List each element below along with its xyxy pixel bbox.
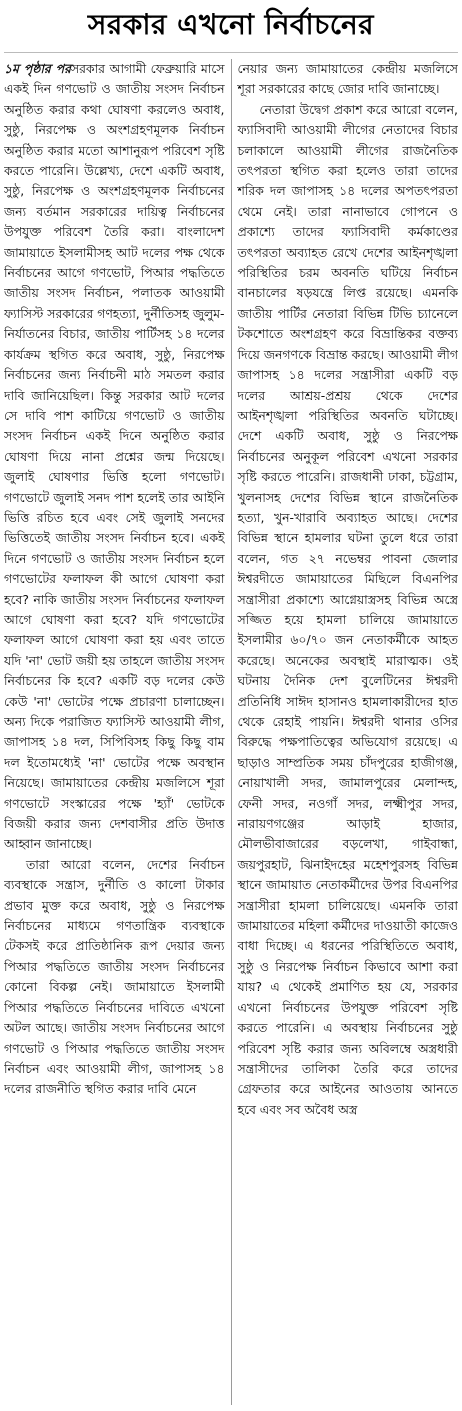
column-right (237, 59, 458, 1405)
headline: সরকার এখনো নির্বাচনের (4, 0, 458, 53)
column-left (4, 59, 225, 1405)
paragraph: নেয়ার জন্য জামায়াতের কেন্দ্রীয় মজলিসে শূরা সরকারের কাছে জোর দাবি জানাচ্ছে। (237, 61, 458, 97)
paragraph (4, 59, 225, 855)
paragraph-text: সরকার আগামী ফেব্রুয়ারি মাসে একই দিন গণভোট ও জাতীয় সংসদ নির্বাচন অনুষ্ঠিত করার কথা ঘোষণা করলেও অবাধ, সুষ্ঠু, নিরপেক্ষ ও অংশগ্রহণমূলক নির্বাচন অনুষ্ঠিত করার মতো আশানুরূপ পরিবেশ সৃষ্টি করতে পারেনি। উল্লেখ্য, দেশে একটি অবাধ, সুষ্ঠু, নিরপেক্ষ ও অংশগ্রহণমূলক নির্বাচনের জন্য বর্তমান সরকারের দায়িত্ব নির্বাচনের উপযুক্ত পরিবেশ তৈরি করা। বাংলাদেশ জামায়াতে ইসলামীসহ আট দলের পক্ষ থেকে নির্বাচনের আগে গণভোট, পিআর পদ্ধতিতে জাতীয় সংসদ নির্বাচন, পলাতক আওয়ামী ফ্যাসিস্ট সরকারের গণহত্যা, দুর্নীতিসহ জুলুম-নির্যাতনের বিচার, জাতীয় পার্টিসহ ১৪ দলের কার্যক্রম স্থগিত করে অবাধ, সুষ্ঠু, নিরপেক্ষ নির্বাচনের জন্য নির্বাচনী মাঠ সমতল করার দাবি জানিয়েছিল। কিন্তু সরকার আট দলের সে দাবি পাশ কাটিয়ে গণভোট ও জাতীয় সংসদ নির্বাচন একই দিনে অনুষ্ঠিত করার ঘোষণা দিয়ে নানা প্রশ্নের জন্ম দিয়েছে। জুলাই ঘোষণার ভিত্তি হলো গণভোট। গণভোটে জুলাই সনদ পাশ হলেই তার আইনি ভিত্তি রচিত হবে এবং সেই জুলাই সনদের ভিত্তিতেই জাতীয় সংসদ নির্বাচন হবে। একই দিনে গণভোট ও জাতীয় সংসদ নির্বাচন হলে গণভোটের ফলাফল কী আগে ঘোষণা করা হবে? নাকি জাতীয় সংসদ নির্বাচনের ফলাফল আগে ঘোষণা করা হবে? যদি গণভোটের ফলাফল আগে ঘোষণা করা হয় এবং তাতে যদি 'না' ভোট জয়ী হয় তাহলে জাতীয় সংসদ নির্বাচনের কি হবে? একটি বড় দলের কেউ কেউ 'না' ভোটের পক্ষে প্রচারণা চালাচ্ছেন। অন্য দিকে পরাজিত ফ্যাসিস্ট আওয়ামী লীগ, জাপাসহ ১৪ দল, সিপিবিসহ কিছু কিছু বাম দল ইতোমধ্যেই 'না' ভোটের পক্ষে অবস্থান নিয়েছে। জামায়াতের কেন্দ্রীয় মজলিসে শূরা গণভোটে সংস্কারের পক্ষে 'হ্যাঁ' ভোটকে বিজয়ী করার জন্য দেশবাসীর প্রতি উদাত্ত আহ্বান জানাচ্ছে। (4, 61, 225, 852)
paragraph: তারা আরো বলেন, দেশের নির্বাচন ব্যবস্থাকে সন্ত্রাস, দুর্নীতি ও কালো টাকার প্রভাব মুক্ত করে অবাধ, সুষ্ঠু ও নিরপেক্ষ নির্বাচনের মাধ্যমে গণতান্ত্রিক ব্যবস্থাকে টেকসই করে প্রাতিষ্ঠানিক রূপ দেয়ার জন্য পিআর পদ্ধতিতে জাতীয় সংসদ নির্বাচনের কোনো বিকল্প নেই। জামায়াতে ইসলামী পিআর পদ্ধতিতে নির্বাচনের দাবিতে এখনো অটল আছে। জাতীয় সংসদ নির্বাচনের আগে গণভোট ও পিআর পদ্ধতিতে জাতীয় সংসদ নির্বাচন এবং আওয়ামী লীগ, জাপাসহ ১৪ দলের রাজনীতি স্থগিত করার দাবি মেনে (4, 856, 225, 1097)
paragraph: নেতারা উদ্বেগ প্রকাশ করে আরো বলেন, ফ্যাসিবাদী আওয়ামী লীগের নেতাদের বিচার চলাকালে আওয়ামী লীগের রাজনৈতিক তৎপরতা স্থগিত করা হলেও তারা তাদের শরিক দল জাপাসহ ১৪ দলের অপতৎপরতা থেমে নেই। তারা নানাভাবে গোপনে ও প্রকাশ্যে তাদের ফ্যাসিবাদী কর্মকাণ্ডের তৎপরতা অব্যাহত রেখে দেশের আইনশৃঙ্খলা পরিস্থিতির চরম অবনতি ঘটিয়ে নির্বাচন বানচালের ষড়যন্ত্রে লিপ্ত রয়েছে। এমনকি জাতীয় পার্টির নেতারা বিভিন্ন টিভি চ্যানেলে টকশোতে অংশগ্রহণ করে বিভ্রান্তিকর বক্তব্য দিয়ে জনগণকে বিভ্রান্ত করছে। আওয়ামী লীগ জাপাসহ ১৪ দলের সন্ত্রাসীরা একটি বড় দলের আশ্রয়-প্রশ্রয় থেকে দেশের আইনশৃঙ্খলা পরিস্থিতির অবনতি ঘটাচ্ছে। দেশে একটি অবাধ, সুষ্ঠু ও নিরপেক্ষ নির্বাচনের অনুকূল পরিবেশ এখনো সরকার সৃষ্টি করতে পারেনি। রাজধানী ঢাকা, চট্টগ্রাম, খুলনাসহ দেশের বিভিন্ন স্থানে রাজনৈতিক হত্যা, খুন-খারাবি অব্যাহত আছে। দেশের বিভিন্ন স্থানে হামলার ঘটনা তুলে ধরে তারা বলেন, গত ২৭ নভেম্বর পাবনা জেলার ঈশ্বরদীতে জামায়াতের মিছিলে বিএনপির সন্ত্রাসীরা প্রকাশ্যে আগ্নেয়াস্ত্রসহ বিভিন্ন অস্ত্রে সজ্জিত হয়ে হামলা চালিয়ে জামায়াতে ইসলামীর ৬০/৭০ জন নেতাকর্মীকে আহত করেছে। অনেকের অবস্থাই মারাত্মক। ওই ঘটনায় দৈনিক দেশ বুলেটিনের ঈশ্বরদী প্রতিনিধি সাঈদ হাসানও হামলাকারীদের হাত থেকে রেহাই পায়নি। ঈশ্বরদী থানার ওসির বিরুদ্ধে পক্ষপাতিত্বের অভিযোগ রয়েছে। এ ছাড়াও সাম্প্রতিক সময় চাঁদপুরের হাজীগঞ্জ, নোয়াখালী সদর, জামালপুরের মেলান্দহ, ফেনী সদর, নওগাঁ সদর, লক্ষ্মীপুর সদর, নারায়ণগঞ্জের আড়াই হাজার, মৌলভীবাজারের বড়লেখা, গাইবান্ধা, জয়পুরহাট, ঝিনাইদহের মহেশপুরসহ বিভিন্ন স্থানে জামায়াত নেতাকর্মীদের উপর বিএনপির সন্ত্রাসীরা হামলা চালিয়েছে। এমনকি তারা জামায়াতের মহিলা কর্মীদের দাওয়াতী কাজেও বাধা দিচ্ছে। এ ধরনের পরিস্থিতিতে অবাধ, সুষ্ঠু ও নিরপেক্ষ নির্বাচন কিভাবে আশা করা যায়? এ থেকেই প্রমাণিত হয় যে, সরকার এখনো নির্বাচনের উপযুক্ত পরিবেশ সৃষ্টি করতে পারেনি। এ অবস্থায় নির্বাচনের সুষ্ঠু পরিবেশ সৃষ্টি করার জন্য অবিলম্বে অস্ত্রধারী সন্ত্রাসীদের তালিকা তৈরি করে তাদের গ্রেফতার করে আইনের আওতায় আনতে হবে এবং সব অবৈধ অস্ত্র (237, 101, 458, 1117)
kicker: ১ম পৃষ্ঠার পর (4, 61, 71, 76)
column-divider (231, 59, 232, 1405)
article-columns (4, 53, 458, 1411)
